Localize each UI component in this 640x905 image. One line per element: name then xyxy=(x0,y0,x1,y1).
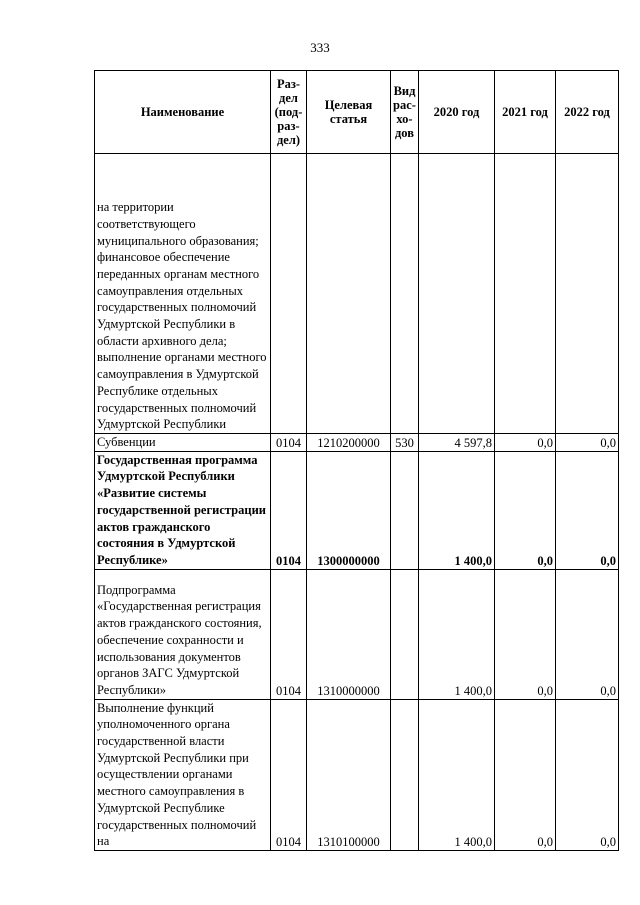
row-target: 1300000000 xyxy=(307,451,391,569)
row-2020 xyxy=(419,154,495,434)
row-2021: 0,0 xyxy=(495,451,556,569)
row-2021: 0,0 xyxy=(495,434,556,452)
row-expense-type xyxy=(391,154,419,434)
row-name: Субвенции xyxy=(95,434,271,452)
table-row xyxy=(95,569,619,699)
row-2020: 1 400,0 xyxy=(419,451,495,569)
header-row xyxy=(95,71,619,154)
row-expense-type xyxy=(391,569,419,699)
row-2022: 0,0 xyxy=(556,569,619,699)
row-expense-type xyxy=(391,451,419,569)
row-2020: 4 597,8 xyxy=(419,434,495,452)
row-section: 0104 xyxy=(271,451,307,569)
row-target: 1210200000 xyxy=(307,434,391,452)
header-name: Наименование xyxy=(95,71,271,154)
row-2021: 0,0 xyxy=(495,569,556,699)
row-section: 0104 xyxy=(271,699,307,850)
row-section: 0104 xyxy=(271,569,307,699)
table-row xyxy=(95,434,619,452)
row-target: 1310000000 xyxy=(307,569,391,699)
table-row xyxy=(95,699,619,850)
row-target xyxy=(307,154,391,434)
row-2021 xyxy=(495,154,556,434)
header-2020: 2020 год xyxy=(419,71,495,154)
table-row xyxy=(95,154,619,434)
table-row xyxy=(95,451,619,569)
header-2021: 2021 год xyxy=(495,71,556,154)
header-section: Раз-дел (под-раз-дел) xyxy=(271,71,307,154)
row-name: на территории соответствующего муниципального образования; финансовое обеспечение переданных органам местного самоуправления отдельных государственных полномочий Удмуртской Республики в области архивного дела; выполнение органами местного самоуправления в Удмуртской Республике отдельных государственных полномочий Удмуртской Республики xyxy=(95,154,271,434)
row-2020: 1 400,0 xyxy=(419,569,495,699)
page-number: 333 xyxy=(310,40,330,55)
row-name: Государственная программа Удмуртской Республики «Развитие системы государственной регистрации актов гражданского состояния в Удмуртской Республике» xyxy=(95,451,271,569)
row-2021: 0,0 xyxy=(495,699,556,850)
header-expense-type: Вид рас-хо-дов xyxy=(391,71,419,154)
row-name: Выполнение функций уполномоченного органа государственной власти Удмуртской Республики при осуществлении органами местного самоуправления в Удмуртской Республике государственных полномочий на xyxy=(95,699,271,850)
budget-table xyxy=(94,70,619,851)
row-2022: 0,0 xyxy=(556,699,619,850)
row-2022: 0,0 xyxy=(556,451,619,569)
row-section: 0104 xyxy=(271,434,307,452)
row-section xyxy=(271,154,307,434)
row-expense-type: 530 xyxy=(391,434,419,452)
header-target: Целевая статья xyxy=(307,71,391,154)
row-2022 xyxy=(556,154,619,434)
row-2022: 0,0 xyxy=(556,434,619,452)
row-expense-type xyxy=(391,699,419,850)
row-name: Подпрограмма «Государственная регистрация актов гражданского состояния, обеспечение сохранности и использования документов органов ЗАГС Удмуртской Республики» xyxy=(95,569,271,699)
row-target: 1310100000 xyxy=(307,699,391,850)
row-2020: 1 400,0 xyxy=(419,699,495,850)
header-2022: 2022 год xyxy=(556,71,619,154)
